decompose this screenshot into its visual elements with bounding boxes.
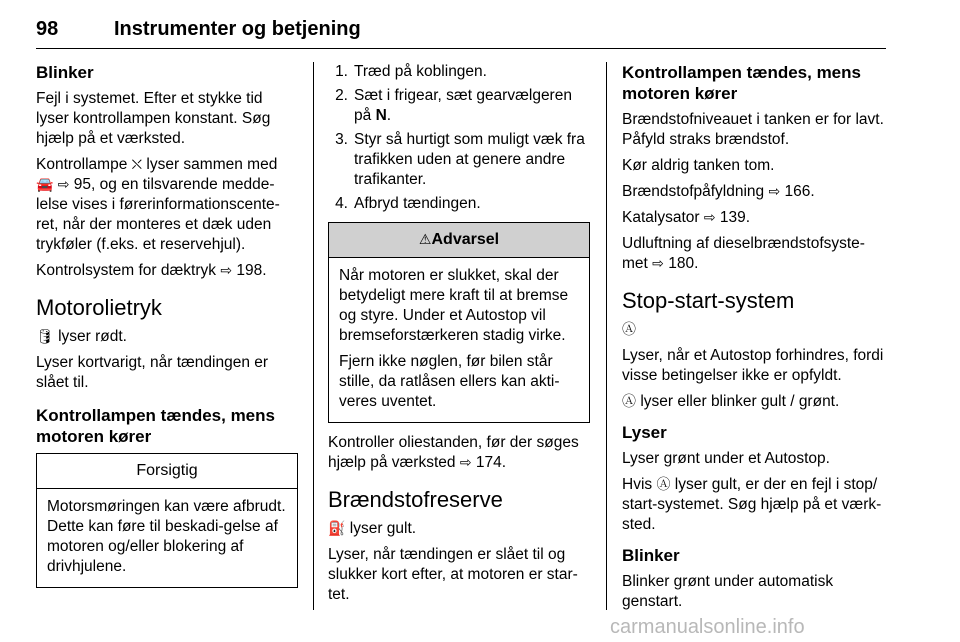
list-item: 4. Afbryd tændingen. [335,195,481,212]
paragraph: Kontroller oliestanden, før der søges hjælp på værksted ⇨ 174. [328,434,579,471]
warning-triangle-icon: ⚠ [418,232,432,248]
caution-title: Forsigtig [37,454,297,489]
column-divider [313,62,314,610]
section-heading-oil-pressure: Motorolietryk [36,295,162,320]
paragraph: Udluftning af dieselbrændstofsyste-met ⇨ 180. [622,235,865,272]
stop-start-icon: Ⓐ [656,477,671,493]
paragraph: Brændstofniveauet i tanken er for lavt. Påfyld straks brændstof. [622,111,884,148]
paragraph: Kør aldrig tanken tom. [622,157,775,174]
cross-reference-icon: ⇨ [220,263,233,279]
section-heading-blinker: Blinker [36,63,94,82]
oil-can-icon: 🛢 [36,329,54,345]
subsection-heading-lyser: Lyser [622,423,667,442]
paragraph: Lyser kortvarigt, når tændingen er slået til. [36,354,269,391]
stop-start-icon: Ⓐ [622,394,636,410]
watermark: carmanualsonline.info [610,616,805,638]
paragraph: Lyser, når et Autostop forhindres, fordi visse betingelser ikke er opfyldt. [622,347,884,384]
list-item: 2. Sæt i frigear, sæt gearvælgeren på N. [335,87,572,124]
list-item: 1. Træd på koblingen. [335,63,487,80]
warning-text: Fjern ikke nøglen, før bilen står stille, da ratlåsen ellers kan akti-veres uventet. [339,353,560,410]
cross-reference-icon: ⇨ [652,256,664,272]
paragraph: Ⓐ lyser eller blinker gult / grønt. [622,393,840,410]
cross-reference-icon: ⇨ [703,210,716,226]
car-tyre-icon: 🚘 [36,177,54,193]
cross-reference-icon: ⇨ [459,455,472,471]
column-3 [622,62,888,618]
steps-list [328,62,590,214]
caution-text: Motorsmøringen kan være afbrudt. Dette kan føre til beskadi-gelse af motoren og/eller blokering af drivhjulene. [47,498,286,575]
list-item: 3. Styr så hurtigt som muligt væk fra trafikken uden at genere andre trafikanter. [335,131,585,188]
fuel-pump-icon: ⛽ [328,521,346,537]
paragraph: Kontrolsystem for dæktryk ⇨ 198. [36,262,267,279]
warning-box [328,222,590,423]
subsection-heading: Kontrollampen tændes, mens motoren kører [36,406,275,446]
column-2 [328,62,590,611]
paragraph: ⛽ lyser gult. [328,520,417,537]
column-divider [606,62,607,610]
paragraph: Kontrollampe ⛌ lyser sammen med 🚘 ⇨ 95, og en tilsvarende medde-lelse vises i førerinformationscente-ret, når der monteres et dæk uden trykføler (f.eks. et reservehjul). [36,156,280,253]
page-number: 98 [36,18,59,40]
cross-reference-icon: ⇨ [57,177,70,193]
caution-box [36,453,298,588]
paragraph: Lyser, når tændingen er slået til og slukker kort efter, at motoren er star-tet. [328,546,578,603]
paragraph: Brændstofpåfyldning ⇨ 166. [622,183,815,200]
paragraph: Lyser grønt under et Autostop. [622,450,830,467]
section-heading-fuel-reserve: Brændstofreserve [328,487,503,512]
column-1 [36,62,298,598]
chapter-title: Instrumenter og betjening [114,18,361,40]
paragraph: Katalysator ⇨ 139. [622,209,751,226]
warning-text: Når motoren er slukket, skal der betydeligt mere kraft til at bremse og styre. Under et Autostop vil bremseforstærkeren stadig virke. [339,267,569,344]
stop-start-off-icon: Ⓐ [622,322,636,338]
paragraph: Hvis Ⓐ lyser gult, er der en fejl i stop/ start-systemet. Søg hjælp på et værk-sted. [622,476,882,533]
paragraph: 🛢 lyser rødt. [36,328,127,345]
paragraph: Fejl i systemet. Efter et stykke tid lyser kontrollampen konstant. Søg hjælp på et værksted. [36,90,271,147]
warning-title: ⚠Advarsel [329,223,589,258]
section-heading-stop-start: Stop-start-system [622,288,795,313]
subsection-heading-blinker: Blinker [622,546,680,565]
subsection-heading: Kontrollampen tændes, mens motoren kører [622,63,861,103]
paragraph: Blinker grønt under automatisk genstart. [622,573,834,610]
cross-reference-icon: ⇨ [768,184,781,200]
blinker-icon: ⛌ [131,157,143,173]
paragraph [622,320,888,340]
page-header [36,8,886,49]
